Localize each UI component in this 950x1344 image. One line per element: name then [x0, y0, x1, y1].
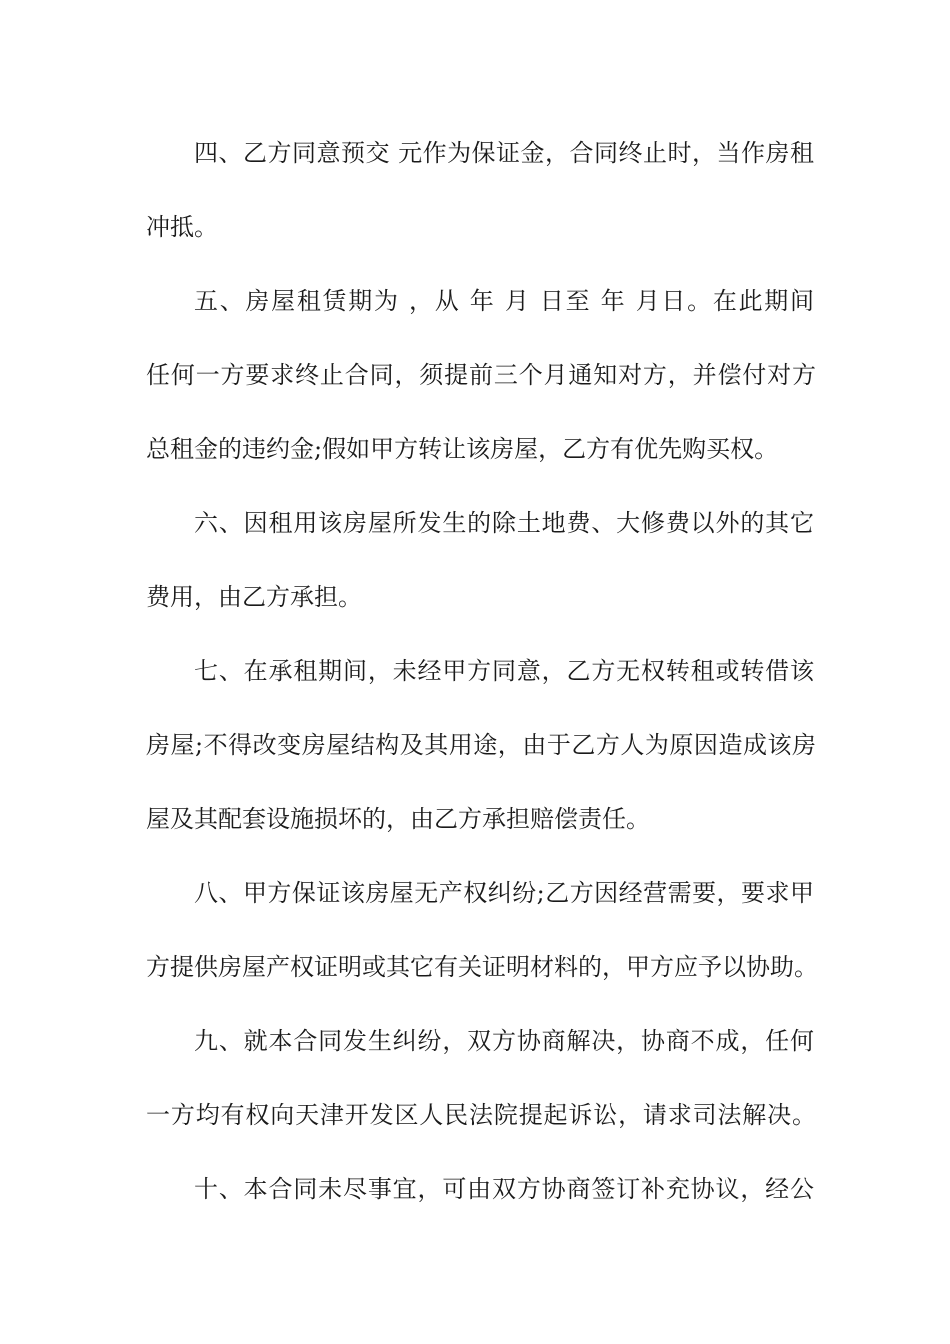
clause-8-line-2: 方提供房屋产权证明或其它有关证明材料的，甲方应予以协助。 — [146, 953, 818, 981]
clause-5-line-1: 五、房屋租赁期为 ，从 年 月 日至 年 月日。在此期间 — [194, 287, 814, 315]
clause-7-line-2: 房屋;不得改变房屋结构及其用途，由于乙方人为原因造成该房 — [146, 731, 816, 759]
clause-5-line-2: 任何一方要求终止合同，须提前三个月通知对方，并偿付对方 — [146, 361, 816, 389]
clause-4-line-2: 冲抵。 — [146, 213, 218, 241]
clause-6-line-2: 费用，由乙方承担。 — [146, 583, 362, 611]
clause-6-line-1: 六、因租用该房屋所发生的除土地费、大修费以外的其它 — [194, 509, 814, 537]
clause-7-line-1: 七、在承租期间，未经甲方同意，乙方无权转租或转借该 — [194, 657, 814, 685]
clause-9-line-2: 一方均有权向天津开发区人民法院提起诉讼，请求司法解决。 — [146, 1101, 816, 1129]
clause-9-line-1: 九、就本合同发生纠纷，双方协商解决，协商不成，任何 — [194, 1027, 814, 1055]
clause-10-line-1: 十、本合同未尽事宜，可由双方协商签订补充协议，经公 — [194, 1175, 814, 1203]
clause-8-line-1: 八、甲方保证该房屋无产权纠纷;乙方因经营需要，要求甲 — [194, 879, 814, 907]
clause-4-line-1: 四、乙方同意预交 元作为保证金，合同终止时，当作房租 — [194, 139, 814, 167]
clause-7-line-3: 屋及其配套设施损坏的，由乙方承担赔偿责任。 — [146, 805, 650, 833]
clause-5-line-3: 总租金的违约金;假如甲方转让该房屋，乙方有优先购买权。 — [146, 435, 779, 463]
